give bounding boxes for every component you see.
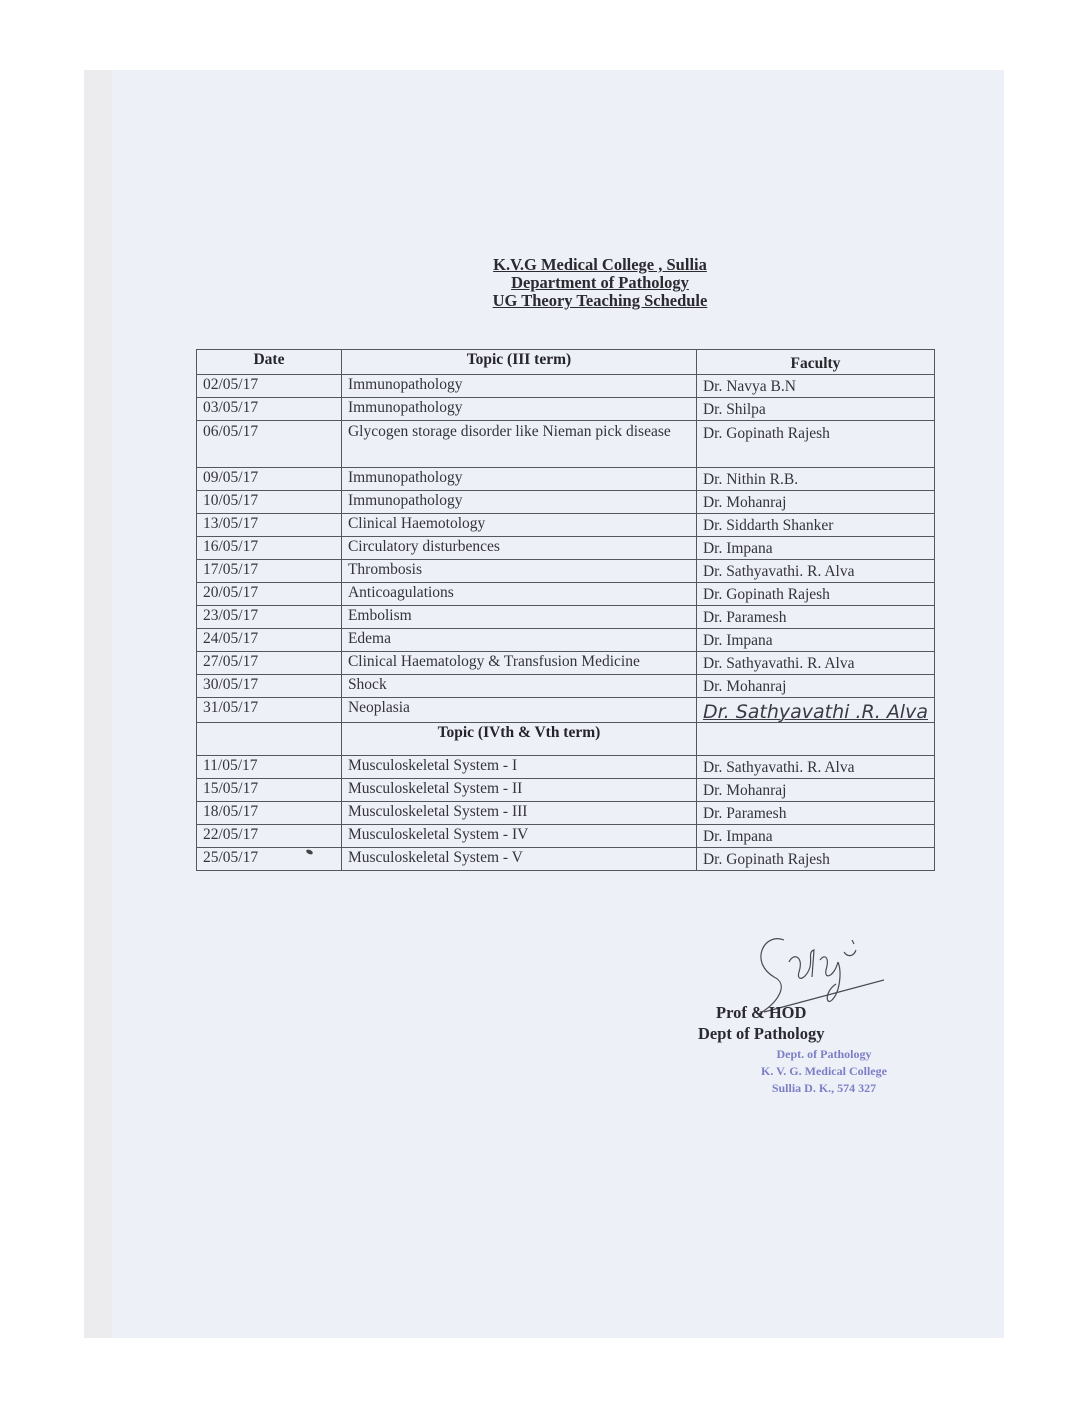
cell-faculty: Dr. Siddarth Shanker [696, 514, 934, 537]
table-row [197, 398, 935, 421]
cell-topic: Shock [341, 675, 696, 698]
cell-date: 17/05/17 [197, 560, 342, 583]
table-row [197, 514, 935, 537]
signatory-block [698, 1002, 958, 1044]
section-empty-faculty-cell [696, 723, 934, 756]
table-row [197, 652, 935, 675]
table-row [197, 825, 935, 848]
cell-date: 18/05/17 [197, 802, 342, 825]
signatory-department: Dept of Pathology [698, 1024, 825, 1043]
table-row [197, 779, 935, 802]
cell-date: 09/05/17 [197, 468, 342, 491]
table-row [197, 756, 935, 779]
cell-faculty: Dr. Shilpa [696, 398, 934, 421]
section-empty-date-cell [197, 723, 342, 756]
department-name: Department of Pathology [511, 273, 689, 292]
cell-date: 13/05/17 [197, 514, 342, 537]
table-row [197, 698, 935, 723]
cell-faculty: Dr. Navya B.N [696, 375, 934, 398]
section-heading-row [197, 723, 935, 756]
cell-topic: Immunopathology [341, 491, 696, 514]
stamp-line-3: Sullia D. K., 574 327 [771, 1081, 877, 1095]
cell-faculty: Dr. Gopinath Rajesh [696, 848, 934, 871]
cell-faculty: Dr. Mohanraj [696, 491, 934, 514]
cell-topic: Anticoagulations [341, 583, 696, 606]
cell-date: 23/05/17 [197, 606, 342, 629]
table-row [197, 375, 935, 398]
cell-date: 22/05/17 [197, 825, 342, 848]
table-row [197, 629, 935, 652]
table-row [197, 560, 935, 583]
cell-topic: Immunopathology [341, 398, 696, 421]
cell-faculty: Dr. Sathyavathi. R. Alva [696, 756, 934, 779]
cell-faculty: Dr. Nithin R.B. [696, 468, 934, 491]
table-row [197, 537, 935, 560]
cell-faculty: Dr. Gopinath Rajesh [696, 583, 934, 606]
table-row [197, 675, 935, 698]
cell-topic: Embolism [341, 606, 696, 629]
cell-faculty: Dr. Mohanraj [696, 779, 934, 802]
cell-faculty: Dr. Impana [696, 537, 934, 560]
cell-topic: Neoplasia [341, 698, 696, 723]
cell-faculty: Dr. Mohanraj [696, 675, 934, 698]
cell-date: 02/05/17 [197, 375, 342, 398]
cell-date: 31/05/17 [197, 698, 342, 723]
table-row [197, 802, 935, 825]
cell-faculty: Dr. Gopinath Rajesh [696, 421, 934, 468]
cell-faculty: Dr. Impana [696, 825, 934, 848]
cell-faculty: Dr. Impana [696, 629, 934, 652]
cell-faculty: Dr. Paramesh [696, 802, 934, 825]
cell-date: 20/05/17 [197, 583, 342, 606]
cell-date: 25/05/17 [197, 848, 342, 871]
cell-topic: Musculoskeletal System - III [341, 802, 696, 825]
cell-topic: Musculoskeletal System - IV [341, 825, 696, 848]
schedule-title: UG Theory Teaching Schedule [492, 291, 708, 310]
cell-topic: Musculoskeletal System - II [341, 779, 696, 802]
table-row [197, 491, 935, 514]
signatory-title: Prof & HOD [716, 1003, 807, 1022]
column-header-faculty: Faculty [696, 350, 934, 375]
table-row [197, 468, 935, 491]
column-header-topic: Topic (III term) [341, 350, 696, 375]
cell-topic: Glycogen storage disorder like Nieman pick disease [341, 421, 696, 468]
table-row [197, 421, 935, 468]
cell-date: 06/05/17 [197, 421, 342, 468]
column-header-date: Date [197, 350, 342, 375]
cell-topic: Musculoskeletal System - V [341, 848, 696, 871]
cell-date: 03/05/17 [197, 398, 342, 421]
handwritten-faculty-name: Dr. Sathyavathi .R. Alva [702, 701, 928, 723]
cell-date: 24/05/17 [197, 629, 342, 652]
scanned-page [84, 70, 1004, 1338]
cell-faculty [696, 698, 934, 723]
table-header-row [197, 350, 935, 375]
cell-faculty: Dr. Sathyavathi. R. Alva [696, 560, 934, 583]
cell-date: 10/05/17 [197, 491, 342, 514]
table-row [197, 583, 935, 606]
cell-topic: Immunopathology [341, 468, 696, 491]
document-header [84, 256, 1088, 310]
section-heading: Topic (IVth & Vth term) [341, 723, 696, 756]
cell-topic: Clinical Haemotology [341, 514, 696, 537]
cell-faculty: Dr. Sathyavathi. R. Alva [696, 652, 934, 675]
cell-date: 27/05/17 [197, 652, 342, 675]
term3-rows [197, 375, 935, 723]
cell-date: 11/05/17 [197, 756, 342, 779]
stamp-line-2: K. V. G. Medical College [761, 1064, 887, 1078]
cell-topic: Circulatory disturbences [341, 537, 696, 560]
cell-topic: Musculoskeletal System - I [341, 756, 696, 779]
cell-date: 16/05/17 [197, 537, 342, 560]
department-stamp [724, 1046, 924, 1097]
table-row [197, 606, 935, 629]
cell-topic: Clinical Haematology & Transfusion Medicine [341, 652, 696, 675]
stamp-line-1: Dept. of Pathology [776, 1047, 872, 1061]
cell-faculty: Dr. Paramesh [696, 606, 934, 629]
cell-date: 30/05/17 [197, 675, 342, 698]
college-name: K.V.G Medical College , Sullia [493, 255, 707, 274]
cell-date: 15/05/17 [197, 779, 342, 802]
schedule-table [196, 349, 935, 871]
cell-topic: Immunopathology [341, 375, 696, 398]
cell-topic: Edema [341, 629, 696, 652]
cell-topic: Thrombosis [341, 560, 696, 583]
